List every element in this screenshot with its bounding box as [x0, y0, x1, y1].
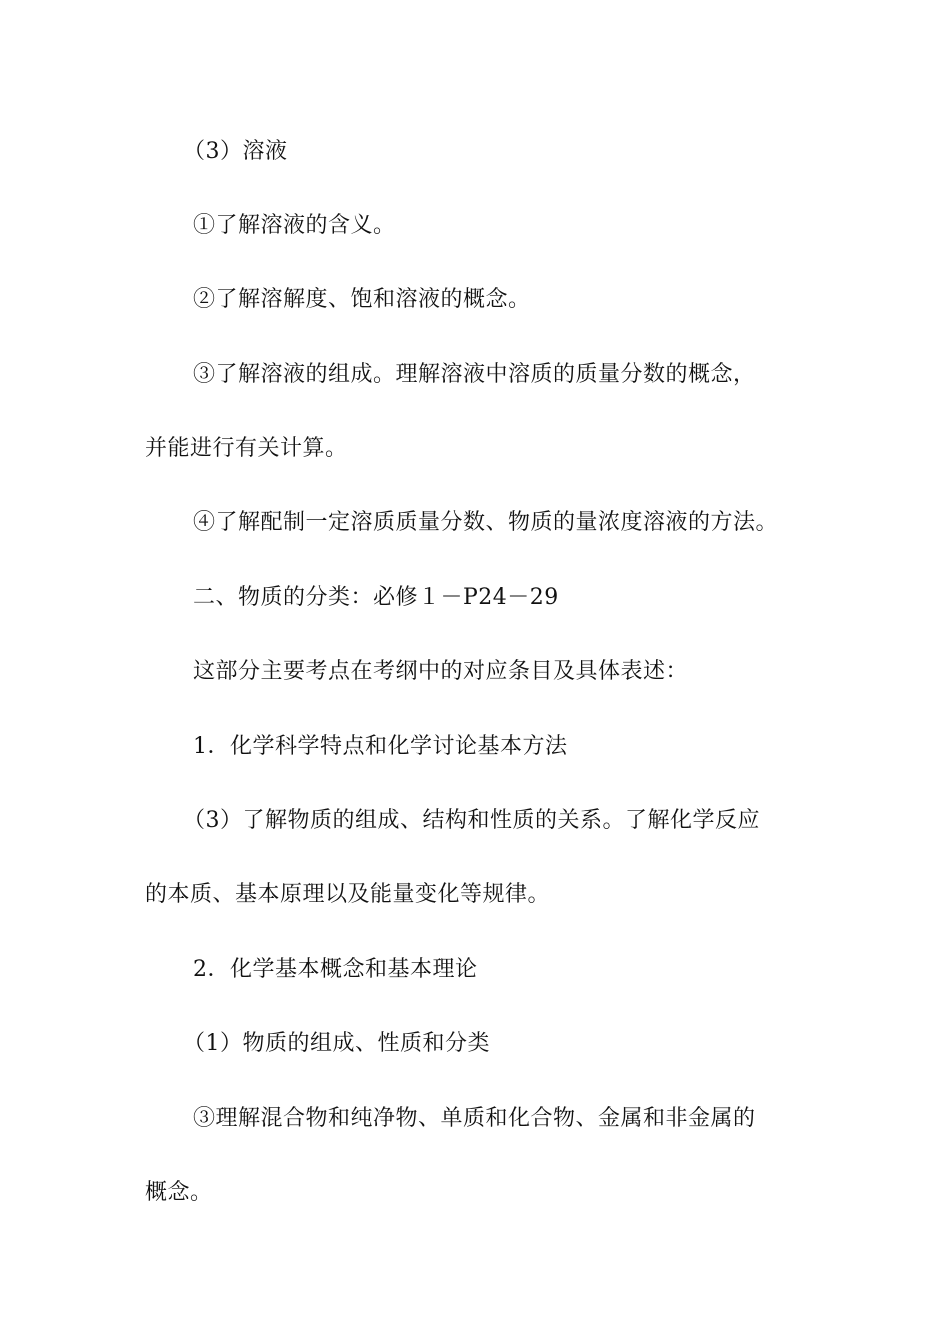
paragraph-line: （3）了解物质的组成、结构和性质的关系。了解化学反应 [183, 808, 760, 833]
paragraph-line: （1）物质的组成、性质和分类 [183, 1031, 490, 1056]
paragraph-line: ②了解溶解度、饱和溶液的概念。 [193, 287, 531, 312]
paragraph-line: ④了解配制一定溶质质量分数、物质的量浓度溶液的方法。 [193, 510, 779, 535]
paragraph-line: 概念。 [145, 1180, 213, 1205]
paragraph-line: ③理解混合物和纯净物、单质和化合物、金属和非金属的 [193, 1106, 756, 1131]
paragraph-line: 的本质、基本原理以及能量变化等规律。 [145, 882, 551, 907]
section-heading-solution: （3）溶液 [183, 139, 288, 164]
paragraph-line: 并能进行有关计算。 [145, 436, 348, 461]
paragraph-line: ①了解溶液的含义。 [193, 213, 396, 238]
numbered-heading: 1．化学科学特点和化学讨论基本方法 [193, 734, 568, 759]
numbered-heading: 2．化学基本概念和基本理论 [193, 957, 478, 982]
section-heading-classification: 二、物质的分类：必修１－P24－29 [193, 585, 559, 610]
paragraph-line: 这部分主要考点在考纲中的对应条目及具体表述： [193, 659, 689, 684]
paragraph-line: ③了解溶液的组成。理解溶液中溶质的质量分数的概念， [193, 362, 756, 387]
